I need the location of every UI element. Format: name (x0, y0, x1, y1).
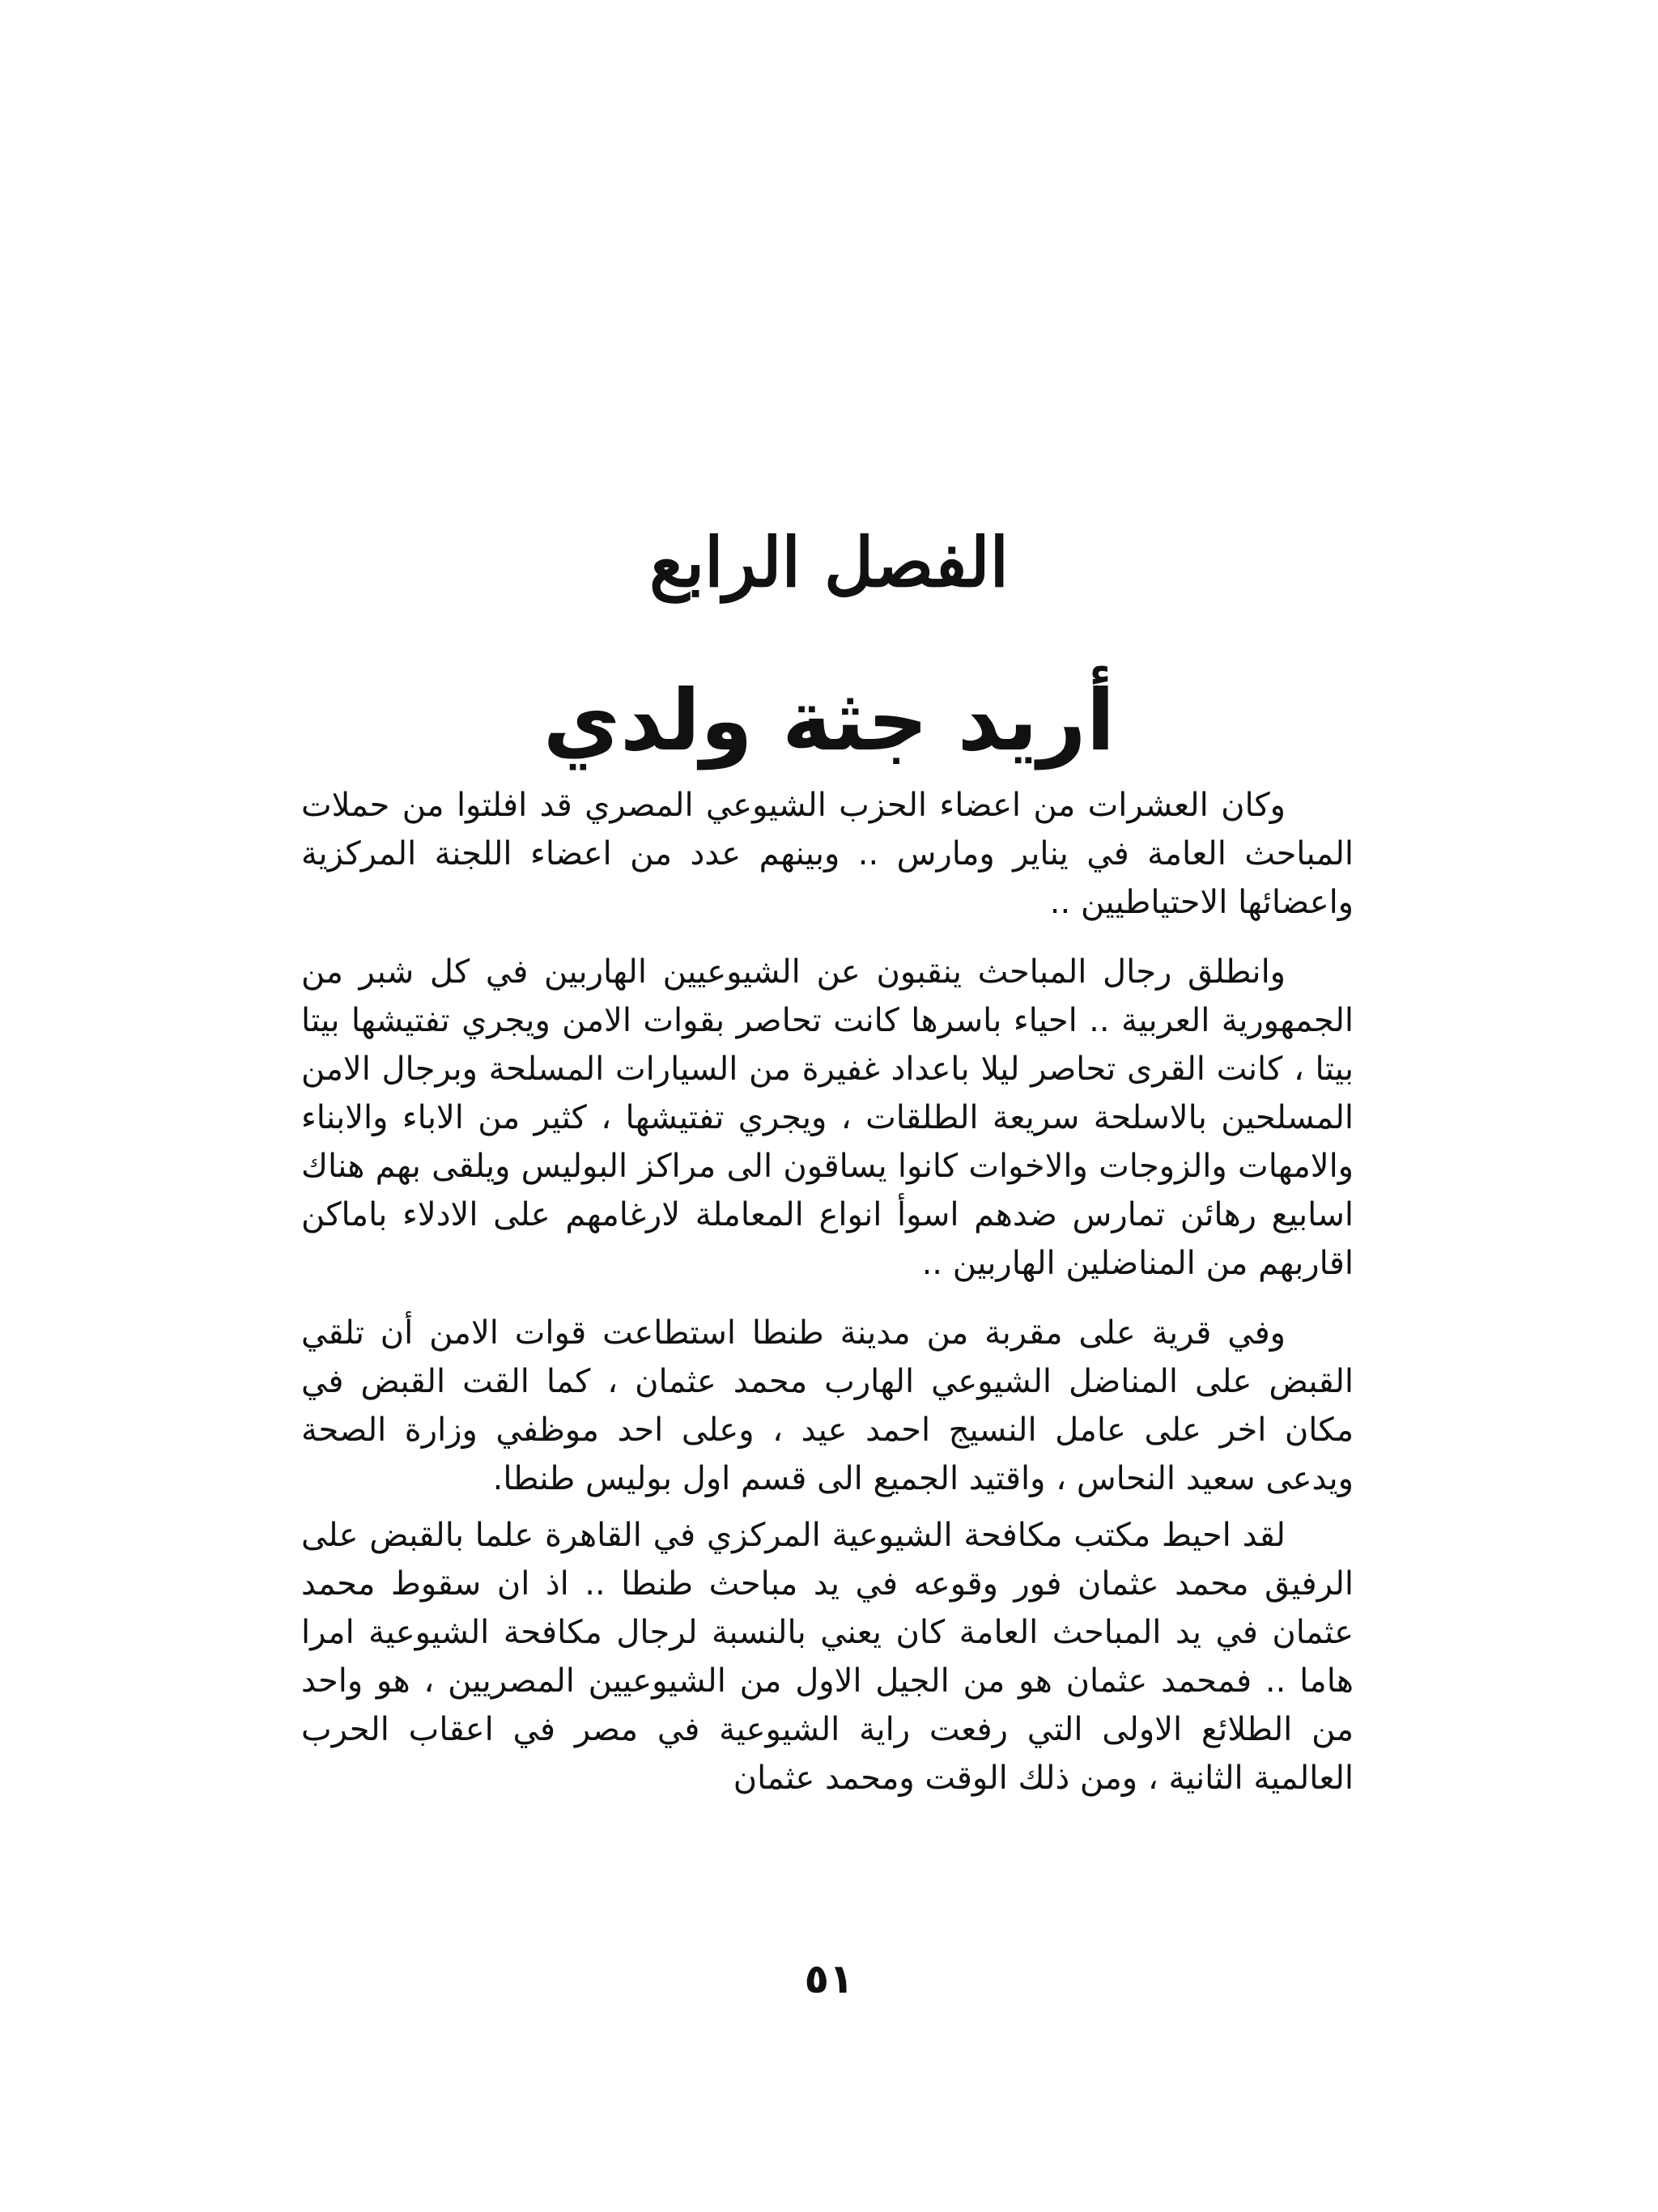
paragraph-1: وكان العشرات من اعضاء الحزب الشيوعي المصري قد افلتوا من حملات المباحث العامة في يناير ومارس .. وبينهم عدد من اعضاء اللجنة المركزية واعضائها الاحتياطيين .. (301, 787, 1354, 921)
chapter-title: أريد جثة ولدي (542, 671, 1116, 770)
paragraph-2: وانطلق رجال المباحث ينقبون عن الشيوعيين الهاربين في كل شبر من الجمهورية العربية .. احياء باسرها كانت تحاصر بقوات الامن ويجري تفتيشها بيتا بيتا ، كانت القرى تحاصر ليلا باعداد غفيرة من السيارات المسلحة وبرجال الامن المسلحين بالاسلحة سريعة الطلقات ، ويجري تفتيشها ، كثير من الاباء والابناء والامهات والزوجات والاخوات كانوا يساقون الى مراكز البوليس ويلقى بهم هناك اسابيع رهائن تمارس ضدهم اسوأ انواع المعاملة لارغامهم على الادلاء باماكن اقاربهم من المناضلين الهاربين .. (301, 953, 1354, 1282)
body-text (301, 781, 1354, 1824)
paragraph-3: وفي قرية على مقربة من مدينة طنطا استطاعت قوات الامن أن تلقي القبض على المناضل الشيوعي الهارب محمد عثمان ، كما القت القبض في مكان اخر على عامل النسيج احمد عيد ، وعلى احد موظفي وزارة الصحة ويدعى سعيد النحاس ، واقتيد الجميع الى قسم اول بوليس طنطا. (301, 1314, 1354, 1497)
chapter-label: الفصل الرابع (649, 522, 1009, 602)
page-number: ٥١ (804, 1955, 854, 2002)
paragraph-4: لقد احيط مكتب مكافحة الشيوعية المركزي في القاهرة علما بالقبض على الرفيق محمد عثمان فور وقوعه في يد مباحث طنطا .. اذ ان سقوط محمد عثمان في يد المباحث العامة كان يعني بالنسبة لرجال مكافحة الشيوعية امرا هاما .. فمحمد عثمان هو من الجيل الاول من الشيوعيين المصريين ، هو واحد من الطلائع الاولى التي رفعت راية الشيوعية في مصر في اعقاب الحرب العالمية الثانية ، ومن ذلك الوقت ومحمد عثمان (301, 1517, 1354, 1797)
